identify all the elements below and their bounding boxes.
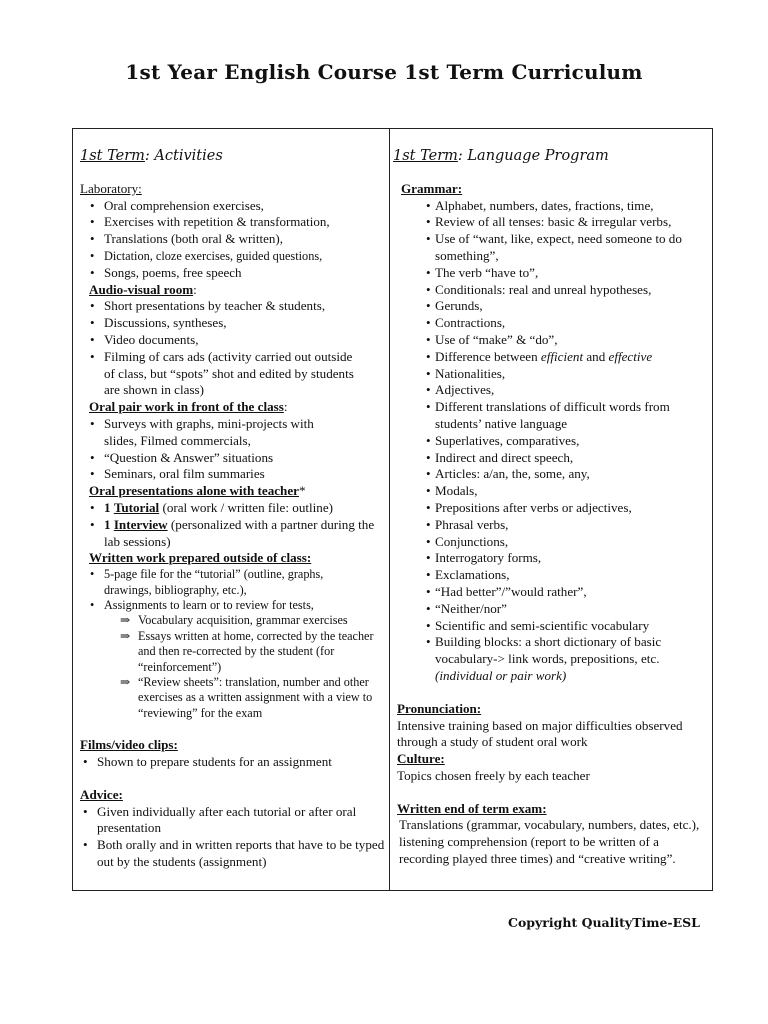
building-pre: Building blocks: a short dictionary of basic vocabulary-> link words, prepositions, etc.: [435, 634, 662, 667]
document-title: 1st Year English Course 1st Term Curriculum: [125, 60, 643, 84]
list-item: • Both orally and in written reports that have to be typed out by the students (assignment): [80, 837, 386, 871]
heading-term: 1st Term: [80, 148, 145, 164]
list-item: • Songs, poems, free speech: [80, 265, 386, 282]
culture-title: Culture:: [397, 751, 445, 767]
language-program-heading: [393, 148, 711, 165]
list-item: • Discussions, syntheses,: [80, 315, 386, 332]
oral-alone-section: [89, 483, 386, 500]
difference-mid: and: [583, 348, 609, 364]
list-item: • Different translations of difficult words from students’ native language: [399, 399, 711, 433]
advice-list: [80, 804, 386, 871]
footnote-star: *: [298, 483, 306, 499]
list-item: • Exclamations,: [399, 567, 711, 584]
oral-alone-title: Oral presentations alone with teacher: [89, 483, 299, 499]
pair-work-title: Oral pair work in front of the class: [89, 399, 284, 415]
list-item: • Phrasal verbs,: [399, 517, 711, 534]
laboratory-section: [80, 181, 386, 282]
list-item: • The verb “have to”,: [399, 265, 711, 282]
laboratory-list: [80, 198, 386, 282]
tutorial-item: [80, 500, 386, 517]
list-item: • Oral comprehension exercises,: [80, 198, 386, 215]
building-blocks-item: [399, 634, 711, 684]
difference-item: [399, 349, 711, 366]
advice-title: Advice:: [80, 786, 123, 802]
difference-b: effective: [608, 348, 653, 364]
interview-item: [80, 517, 386, 551]
column-divider: [389, 129, 390, 890]
audio-visual-title: Audio-visual room: [89, 281, 194, 297]
list-item: • Exercises with repetition & transformation,: [80, 214, 386, 231]
list-item: • Prepositions after verbs or adjectives,: [399, 500, 711, 517]
laboratory-title: Laboratory:: [80, 180, 142, 196]
oral-alone-list: [80, 500, 386, 550]
difference-pre: Difference between: [435, 348, 541, 364]
audio-visual-section: Audio-visual room:: [89, 281, 197, 297]
sub-list-item: ⇒ “Review sheets”: translation, number and other exercises as a written assignment with a view to “reviewing” for the exam: [80, 675, 386, 721]
list-item: • Adjectives,: [399, 382, 711, 399]
list-item: • Video documents,: [80, 332, 386, 349]
list-item: • Surveys with graphs, mini-projects with slides, Filmed commercials,: [80, 416, 386, 450]
list-item: • Filming of cars ads (activity carried out outside of class, but “spots” shot and edited by students are shown in class): [80, 349, 386, 399]
tutorial-num: 1: [104, 499, 111, 515]
list-item: • Dictation, cloze exercises, guided questions,: [80, 248, 386, 265]
copyright-notice: Copyright QualityTime-ESL: [508, 915, 700, 930]
list-item: • Use of “make” & “do”,: [399, 332, 711, 349]
pair-work-section: Oral pair work in front of the class:: [89, 399, 288, 415]
language-program-column: [393, 129, 711, 868]
list-item: • “Neither/nor”: [399, 601, 711, 618]
building-italic: (individual or pair work): [435, 667, 567, 683]
list-item: • Nationalities,: [399, 366, 711, 383]
exam-text: Translations (grammar, vocabulary, numbers, dates, etc.), listening comprehension (report to be written of a recording played three times) and “creative writing”.: [399, 817, 700, 867]
tutorial-rest: (oral work / written file: outline): [159, 499, 333, 515]
list-item: • Modals,: [399, 483, 711, 500]
list-item: • Conjunctions,: [399, 534, 711, 551]
list-item: • Articles: a/an, the, some, any,: [399, 466, 711, 483]
list-item: • Use of “want, like, expect, need someone to do something”,: [399, 231, 711, 265]
activities-column: [80, 129, 386, 871]
pronunciation-title: Pronunciation:: [397, 700, 482, 716]
list-item: • Scientific and semi-scientific vocabulary: [399, 618, 711, 635]
list-item: • Superlatives, comparatives,: [399, 433, 711, 450]
list-item: • Indirect and direct speech,: [399, 450, 711, 467]
culture-text: Topics chosen freely by each teacher: [397, 767, 590, 783]
written-work-title: Written work prepared outside of class:: [89, 550, 312, 566]
list-item: • Seminars, oral film summaries: [80, 466, 386, 483]
list-item: • Gerunds,: [399, 298, 711, 315]
grammar-title: Grammar:: [401, 180, 463, 196]
interview-num: 1: [104, 516, 111, 532]
list-item: • Translations (both oral & written),: [80, 231, 386, 248]
grammar-list: [399, 198, 711, 685]
curriculum-table: [72, 128, 713, 891]
heading-term: 1st Term: [393, 148, 458, 164]
list-item: • Interrogatory forms,: [399, 550, 711, 567]
list-item: • Contractions,: [399, 315, 711, 332]
sub-list-item: ⇒ Vocabulary acquisition, grammar exercises: [80, 613, 386, 628]
list-item: • Assignments to learn or to review for tests,: [80, 598, 386, 613]
interview-label: Interview: [113, 516, 168, 532]
difference-a: efficient: [540, 348, 584, 364]
list-item: • Given individually after each tutorial or after oral presentation: [80, 804, 386, 838]
audio-visual-list: [80, 298, 386, 399]
pair-work-list: [80, 416, 386, 483]
sub-list-item: ⇒ Essays written at home, corrected by the teacher and then re-corrected by the student (for “reinforcement”): [80, 629, 386, 675]
list-item: • Short presentations by teacher & students,: [80, 298, 386, 315]
films-list: [80, 754, 386, 771]
heading-rest: : Language Program: [457, 148, 609, 164]
list-item: • 5-page file for the “tutorial” (outline, graphs, drawings, bibliography, etc.),: [80, 567, 386, 598]
list-item: • Review of all tenses: basic & irregular verbs,: [399, 214, 711, 231]
exam-title: Written end of term exam:: [397, 800, 547, 816]
written-work-list: [80, 567, 386, 721]
interview-rest: (personalized with a partner during the lab sessions): [104, 516, 375, 549]
written-work-section: [89, 550, 386, 567]
list-item: • “Question & Answer” situations: [80, 450, 386, 467]
tutorial-label: Tutorial: [113, 499, 160, 515]
list-item: • Conditionals: real and unreal hypotheses,: [399, 282, 711, 299]
list-item: • Shown to prepare students for an assignment: [80, 754, 386, 771]
list-item: • “Had better”/”would rather”,: [399, 584, 711, 601]
pronunciation-text: Intensive training based on major difficulties observed through a study of student oral work: [397, 717, 683, 750]
activities-heading: [80, 148, 386, 165]
films-title: Films/video clips:: [80, 737, 178, 753]
heading-rest: : Activities: [144, 148, 223, 164]
list-item: • Alphabet, numbers, dates, fractions, time,: [399, 198, 711, 215]
